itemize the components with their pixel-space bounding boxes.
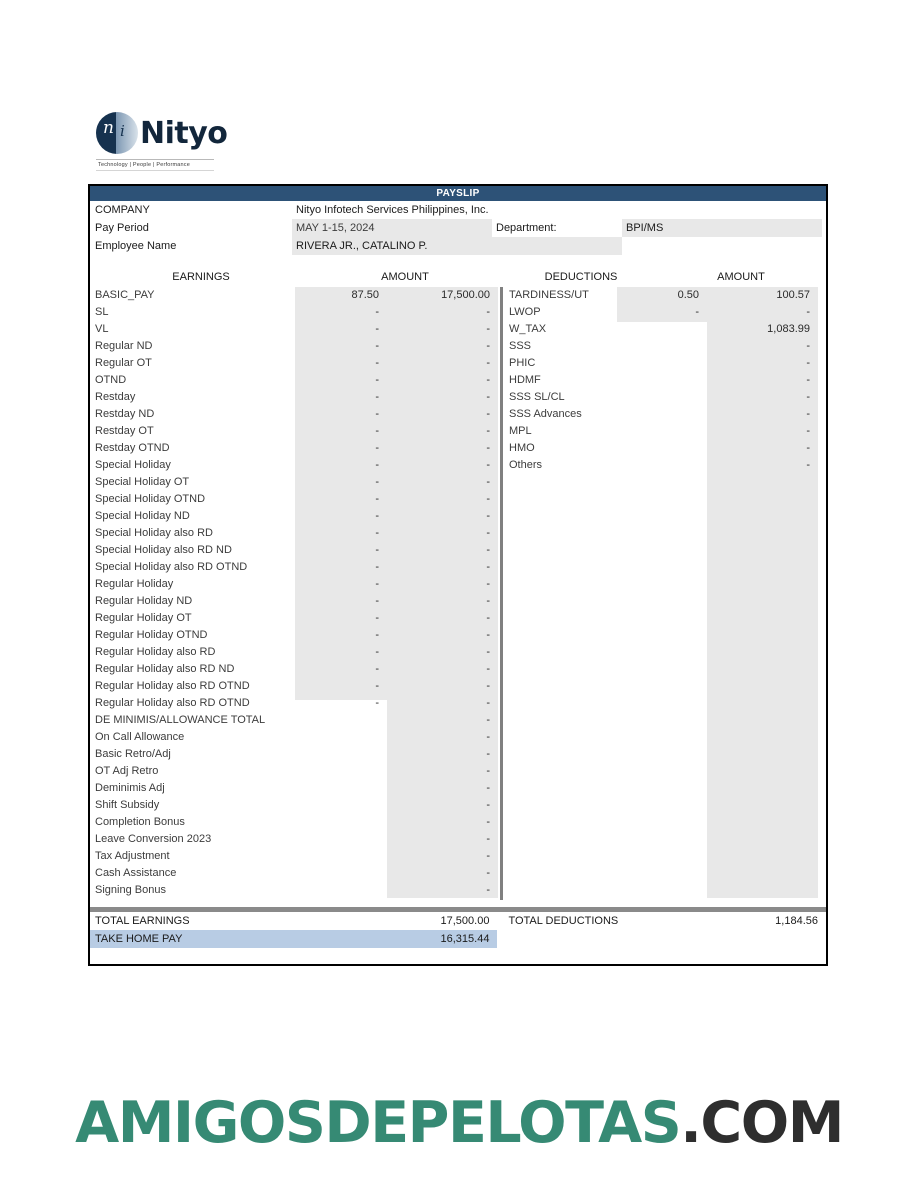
earnings-row-amount: - xyxy=(486,425,490,437)
deductions-row xyxy=(504,406,826,423)
deductions-row-label: HDMF xyxy=(509,374,541,386)
deductions-row-hours xyxy=(617,457,707,474)
deductions-row xyxy=(504,338,826,355)
earnings-row xyxy=(90,474,498,491)
earnings-row-hours: - xyxy=(375,425,379,437)
earnings-row-label: OT Adj Retro xyxy=(95,765,159,777)
earnings-row-amount: - xyxy=(486,306,490,318)
employee-name-label: Employee Name xyxy=(95,240,177,252)
logo-wordmark: Nityo xyxy=(140,115,228,151)
earnings-row-amount: 17,500.00 xyxy=(441,289,490,301)
earnings-row xyxy=(90,576,498,593)
earnings-row-hours xyxy=(295,865,387,882)
deductions-row-label: Others xyxy=(509,459,543,471)
payslip-body xyxy=(90,287,826,907)
deductions-row-label: PHIC xyxy=(509,357,536,369)
earnings-row-hours xyxy=(295,831,387,848)
deductions-row xyxy=(504,457,826,474)
earnings-row-label: Regular OT xyxy=(95,357,152,369)
earnings-row-label: BASIC_PAY xyxy=(95,289,155,301)
earnings-row-hours: - xyxy=(375,374,379,386)
earnings-row-label: Regular ND xyxy=(95,340,153,352)
earnings-row xyxy=(90,525,498,542)
payslip-document xyxy=(88,184,828,966)
earnings-row-label: Special Holiday ND xyxy=(95,510,190,522)
deductions-row-hours xyxy=(617,372,707,389)
earnings-row-hours: - xyxy=(375,476,379,488)
earnings-row xyxy=(90,627,498,644)
earnings-row-label: Regular Holiday also RD OTND xyxy=(95,680,250,692)
payslip-title: PAYSLIP xyxy=(90,186,826,201)
deductions-row-amount: 1,083.99 xyxy=(767,323,810,335)
earnings-row-hours xyxy=(295,712,387,729)
deductions-row-amount: 100.57 xyxy=(776,289,810,301)
earnings-row-amount: - xyxy=(486,408,490,420)
earnings-row xyxy=(90,746,498,763)
deductions-row-label: SSS SL/CL xyxy=(509,391,565,403)
earnings-row-label: Regular Holiday OTND xyxy=(95,629,208,641)
watermark-tld-text: .COM xyxy=(680,1090,843,1156)
earnings-row-label: Regular Holiday also RD ND xyxy=(95,663,235,675)
deductions-row-hours xyxy=(617,355,707,372)
earnings-row-hours: - xyxy=(375,459,379,471)
earnings-row xyxy=(90,457,498,474)
earnings-row-hours: - xyxy=(375,323,379,335)
earnings-row-label: On Call Allowance xyxy=(95,731,185,743)
earnings-row xyxy=(90,406,498,423)
earnings-row-hours: - xyxy=(375,629,379,641)
earnings-row xyxy=(90,831,498,848)
deductions-row-amount: - xyxy=(806,374,810,386)
earnings-row xyxy=(90,610,498,627)
earnings-row-hours xyxy=(295,746,387,763)
earnings-row-amount: - xyxy=(486,544,490,556)
earnings-row-label: Regular Holiday ND xyxy=(95,595,193,607)
deductions-row xyxy=(504,440,826,457)
earnings-row xyxy=(90,644,498,661)
pay-period-value: MAY 1-15, 2024 xyxy=(292,219,492,237)
deductions-row-label: TARDINESS/UT xyxy=(509,289,589,301)
earnings-row-hours: - xyxy=(375,595,379,607)
nityo-circle-icon xyxy=(96,112,138,154)
earnings-row-label: Special Holiday xyxy=(95,459,171,471)
earnings-row-hours: - xyxy=(375,646,379,658)
earnings-row-label: Regular Holiday also RD OTND xyxy=(95,697,250,709)
total-deductions-value: 1,184.56 xyxy=(775,915,818,927)
logo-tagline: Technology | People | Performance xyxy=(96,159,214,171)
earnings-row-amount: - xyxy=(486,816,490,828)
earnings-row-amount: - xyxy=(486,612,490,624)
totals-tail xyxy=(90,948,826,968)
earnings-row-label: Special Holiday also RD OTND xyxy=(95,561,248,573)
earnings-row-hours xyxy=(295,729,387,746)
earnings-row xyxy=(90,593,498,610)
earnings-row xyxy=(90,729,498,746)
logo-letter-i: i xyxy=(120,122,125,140)
company-row xyxy=(90,201,826,219)
pay-period-row xyxy=(90,219,826,237)
deductions-row xyxy=(504,304,826,321)
column-headers xyxy=(90,268,826,287)
earnings-row-amount: - xyxy=(486,629,490,641)
earnings-row-amount: - xyxy=(486,833,490,845)
department-label: Department: xyxy=(496,222,557,234)
earnings-row-hours: - xyxy=(375,340,379,352)
logo-letter-n: n xyxy=(103,118,114,138)
earnings-row-hours: - xyxy=(375,357,379,369)
earnings-row xyxy=(90,661,498,678)
earnings-row xyxy=(90,491,498,508)
earnings-row-amount: - xyxy=(486,493,490,505)
deductions-row xyxy=(504,372,826,389)
take-home-pay-label: TAKE HOME PAY xyxy=(90,930,387,948)
header-gap xyxy=(498,268,506,287)
earnings-row-label: Regular Holiday also RD xyxy=(95,646,216,658)
deductions-row-hours xyxy=(617,389,707,406)
deductions-row-amount: - xyxy=(806,357,810,369)
earnings-row xyxy=(90,882,498,899)
earnings-row-label: Shift Subsidy xyxy=(95,799,160,811)
take-home-spacer-label xyxy=(503,930,706,948)
earnings-row xyxy=(90,508,498,525)
earnings-row-label: DE MINIMIS/ALLOWANCE TOTAL xyxy=(95,714,266,726)
earnings-row-hours: - xyxy=(375,510,379,522)
earnings-row xyxy=(90,542,498,559)
earnings-row-hours: - xyxy=(375,697,379,709)
earnings-row-amount: - xyxy=(486,850,490,862)
earnings-row xyxy=(90,287,498,304)
earnings-row-label: Tax Adjustment xyxy=(95,850,170,862)
deductions-row-hours xyxy=(617,406,707,423)
department-value: BPI/MS xyxy=(622,219,822,237)
earnings-row-hours: - xyxy=(375,544,379,556)
earnings-row xyxy=(90,372,498,389)
info-spacer xyxy=(90,255,826,268)
earnings-row xyxy=(90,304,498,321)
earnings-row-label: Completion Bonus xyxy=(95,816,185,828)
deductions-row xyxy=(504,287,826,304)
earnings-row-label: Regular Holiday OT xyxy=(95,612,192,624)
total-earnings-value: 17,500.00 xyxy=(440,915,490,927)
company-logo xyxy=(96,112,326,171)
earnings-row-amount: - xyxy=(486,765,490,777)
earnings-row-amount: - xyxy=(486,527,490,539)
earnings-row xyxy=(90,695,498,712)
deductions-amount-header: AMOUNT xyxy=(717,271,765,283)
earnings-row xyxy=(90,865,498,882)
earnings-row-hours xyxy=(295,797,387,814)
earnings-row-label: VL xyxy=(95,323,109,335)
earnings-row-amount: - xyxy=(486,510,490,522)
deductions-row-label: MPL xyxy=(509,425,532,437)
column-divider xyxy=(500,287,503,900)
earnings-row-hours: - xyxy=(375,391,379,403)
earnings-row-label: Regular Holiday xyxy=(95,578,174,590)
employee-name-row xyxy=(90,237,826,255)
deductions-row-label: SSS xyxy=(509,340,532,352)
deductions-row-amount: - xyxy=(806,391,810,403)
site-watermark xyxy=(0,1090,918,1156)
total-earnings-row xyxy=(90,912,826,930)
deductions-row-amount: - xyxy=(806,306,810,318)
earnings-row-label: Basic Retro/Adj xyxy=(95,748,171,760)
earnings-row-label: Cash Assistance xyxy=(95,867,177,879)
earnings-row-amount: - xyxy=(486,799,490,811)
deductions-row-hours xyxy=(617,321,707,338)
earnings-row-hours xyxy=(295,848,387,865)
earnings-row-hours: - xyxy=(375,442,379,454)
earnings-row-hours xyxy=(295,882,387,899)
earnings-row-label: Signing Bonus xyxy=(95,884,166,896)
deductions-row-label: W_TAX xyxy=(509,323,547,335)
earnings-row xyxy=(90,338,498,355)
earnings-row-label: Special Holiday OT xyxy=(95,476,190,488)
deductions-row-hours xyxy=(617,423,707,440)
pay-period-label: Pay Period xyxy=(95,222,149,234)
deductions-row xyxy=(504,389,826,406)
deductions-row-label: SSS Advances xyxy=(509,408,582,420)
deductions-row xyxy=(504,355,826,372)
earnings-row xyxy=(90,712,498,729)
earnings-row-amount: - xyxy=(486,374,490,386)
deductions-row-hours xyxy=(617,440,707,457)
earnings-row-label: Special Holiday also RD ND xyxy=(95,544,232,556)
earnings-row-hours: - xyxy=(375,680,379,692)
earnings-row-amount: - xyxy=(486,697,490,709)
earnings-row-amount: - xyxy=(486,714,490,726)
total-deductions-label: TOTAL DEDUCTIONS xyxy=(508,915,619,927)
deductions-row-amount: - xyxy=(806,425,810,437)
take-home-spacer-value xyxy=(706,930,826,948)
deductions-row-amount: - xyxy=(806,459,810,471)
earnings-row-amount: - xyxy=(486,578,490,590)
take-home-pay-row xyxy=(90,930,826,948)
earnings-row xyxy=(90,814,498,831)
earnings-row-amount: - xyxy=(486,731,490,743)
earnings-row-label: Special Holiday also RD xyxy=(95,527,213,539)
earnings-row xyxy=(90,321,498,338)
earnings-row-amount: - xyxy=(486,459,490,471)
earnings-row-amount: - xyxy=(486,391,490,403)
earnings-header: EARNINGS xyxy=(172,271,230,283)
earnings-row-hours xyxy=(295,814,387,831)
earnings-row-label: Restday xyxy=(95,391,136,403)
earnings-row-amount: - xyxy=(486,680,490,692)
earnings-row-label: OTND xyxy=(95,374,127,386)
earnings-row-label: Restday OTND xyxy=(95,442,170,454)
earnings-row xyxy=(90,559,498,576)
earnings-row xyxy=(90,355,498,372)
earnings-row-amount: - xyxy=(486,595,490,607)
earnings-row-amount: - xyxy=(486,476,490,488)
deductions-row-hours: 0.50 xyxy=(677,289,699,301)
earnings-row-amount: - xyxy=(486,646,490,658)
earnings-row xyxy=(90,440,498,457)
employee-name-value: RIVERA JR., CATALINO P. xyxy=(292,237,622,255)
earnings-row-amount: - xyxy=(486,561,490,573)
deductions-row xyxy=(504,423,826,440)
deductions-row-amount: - xyxy=(806,408,810,420)
earnings-row xyxy=(90,848,498,865)
earnings-row-amount: - xyxy=(486,884,490,896)
earnings-row-hours: - xyxy=(375,612,379,624)
earnings-row-hours: - xyxy=(375,408,379,420)
deductions-row-hours xyxy=(617,338,707,355)
earnings-row-label: Restday ND xyxy=(95,408,155,420)
earnings-row xyxy=(90,389,498,406)
earnings-row xyxy=(90,763,498,780)
earnings-amount-header: AMOUNT xyxy=(381,271,429,283)
total-earnings-label: TOTAL EARNINGS xyxy=(95,915,190,927)
earnings-row-amount: - xyxy=(486,748,490,760)
earnings-row-amount: - xyxy=(486,867,490,879)
earnings-row xyxy=(90,797,498,814)
earnings-row-amount: - xyxy=(486,357,490,369)
earnings-row-hours: - xyxy=(375,578,379,590)
earnings-row-label: Special Holiday OTND xyxy=(95,493,206,505)
deductions-column xyxy=(504,287,826,474)
earnings-row-amount: - xyxy=(486,323,490,335)
deductions-row-label: HMO xyxy=(509,442,535,454)
earnings-row-amount: - xyxy=(486,663,490,675)
earnings-row-label: SL xyxy=(95,306,109,318)
earnings-row-amount: - xyxy=(486,442,490,454)
logo-mark-row xyxy=(96,112,326,154)
deductions-row xyxy=(504,321,826,338)
earnings-row-hours xyxy=(295,780,387,797)
deductions-row-amount: - xyxy=(806,442,810,454)
deductions-row-amount: - xyxy=(806,340,810,352)
earnings-row-hours: - xyxy=(375,663,379,675)
earnings-row xyxy=(90,780,498,797)
earnings-row-hours: - xyxy=(375,561,379,573)
earnings-row-hours: 87.50 xyxy=(351,289,379,301)
earnings-row-hours xyxy=(295,763,387,780)
earnings-row-label: Restday OT xyxy=(95,425,154,437)
earnings-column xyxy=(90,287,498,899)
earnings-row-hours: - xyxy=(375,306,379,318)
deductions-header: DEDUCTIONS xyxy=(544,271,618,283)
earnings-row-hours: - xyxy=(375,527,379,539)
earnings-row xyxy=(90,678,498,695)
earnings-row-hours: - xyxy=(375,493,379,505)
company-label: COMPANY xyxy=(95,204,150,216)
earnings-row-amount: - xyxy=(486,782,490,794)
deductions-row-label: LWOP xyxy=(509,306,541,318)
take-home-pay-value: 16,315.44 xyxy=(387,930,498,948)
earnings-row-amount: - xyxy=(486,340,490,352)
earnings-row-label: Deminimis Adj xyxy=(95,782,165,794)
watermark-main-text: AMIGOSDEPELOTAS xyxy=(75,1090,681,1156)
earnings-row-label: Leave Conversion 2023 xyxy=(95,833,212,845)
company-value: Nityo Infotech Services Philippines, Inc. xyxy=(296,204,489,216)
deductions-row-hours: - xyxy=(695,306,699,318)
earnings-row xyxy=(90,423,498,440)
